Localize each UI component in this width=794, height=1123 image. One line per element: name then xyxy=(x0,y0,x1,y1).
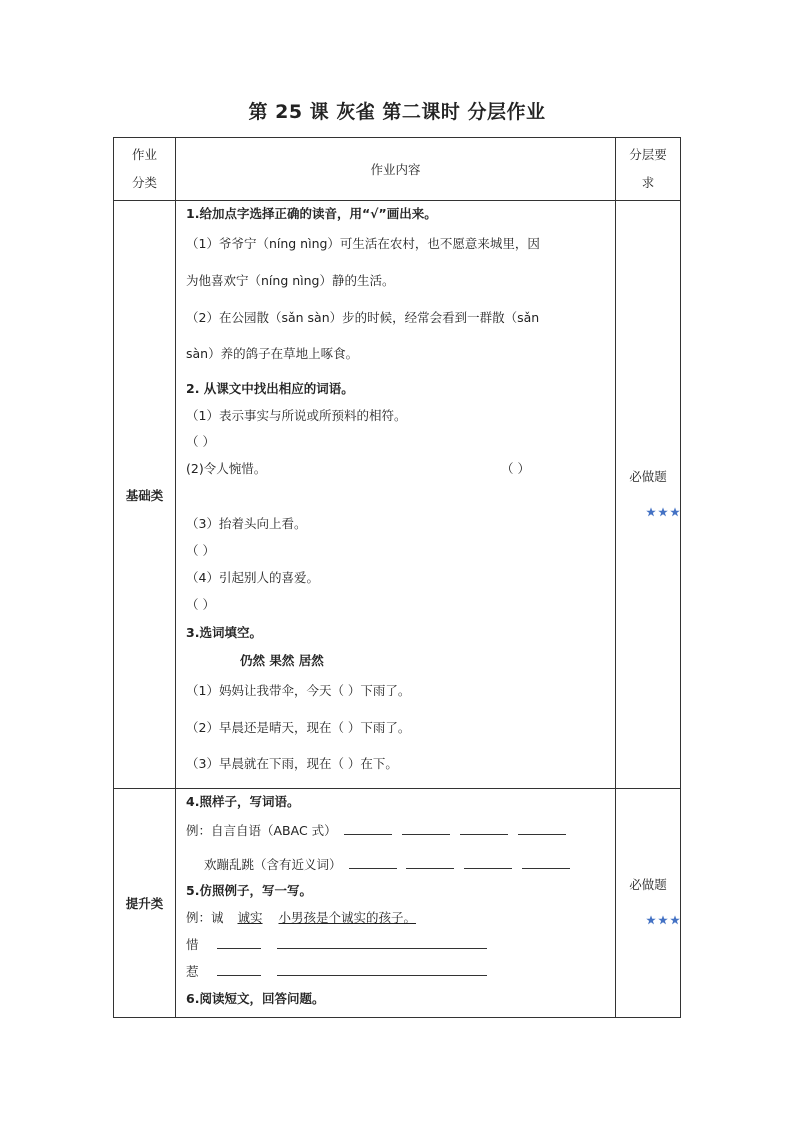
q5-line-1 xyxy=(186,935,490,953)
answer-blank[interactable] xyxy=(217,936,261,949)
answer-blank[interactable] xyxy=(277,963,487,976)
header-category xyxy=(114,138,176,201)
basic-requirement-label: 必做题 xyxy=(629,468,667,484)
star-icon xyxy=(646,909,656,931)
q1-line-4: sàn）养的鸽子在草地上啄食。 xyxy=(186,346,359,361)
q5-example-word: 诚实 xyxy=(237,910,263,925)
q3-line-2: （2）早晨还是晴天，现在（ ）下雨了。 xyxy=(186,720,411,735)
q4-title: 4.照样子，写词语。 xyxy=(186,794,300,809)
q2-answer-4[interactable]: （ ） xyxy=(186,597,215,612)
basic-content xyxy=(176,201,616,789)
q1-line-3: （2）在公园散（sǎn sàn）步的时候，经常会看到一群散（sǎn xyxy=(186,310,540,325)
q1-title: 1.给加点字选择正确的读音，用“√”画出来。 xyxy=(186,206,437,221)
star-icon xyxy=(670,909,680,931)
header-category-line1: 作业 xyxy=(131,147,157,162)
q2-answer-3[interactable]: （ ） xyxy=(186,543,215,558)
star-icon xyxy=(670,501,680,523)
answer-blank[interactable] xyxy=(277,936,487,949)
q2-title: 2. 从课文中找出相应的词语。 xyxy=(186,381,354,396)
answer-blank[interactable] xyxy=(464,856,512,869)
page-title: 第 25 课 灰雀 第二课时 分层作业 xyxy=(248,101,546,123)
answer-blank[interactable] xyxy=(522,856,570,869)
q2-answer-2[interactable]: （ ） xyxy=(501,461,530,476)
q5-example-sentence: 小男孩是个诚实的孩子。 xyxy=(278,910,417,925)
answer-blank[interactable] xyxy=(349,856,397,869)
basic-row xyxy=(114,201,681,789)
q2-answer-1[interactable]: （ ） xyxy=(186,434,215,449)
q2-line-2: (2)令人惋惜。 xyxy=(186,461,267,476)
advanced-star-rating xyxy=(616,909,680,931)
q4-line-1 xyxy=(186,821,569,839)
header-requirement-line1: 分层要 xyxy=(629,147,667,162)
star-icon xyxy=(646,501,656,523)
header-content: 作业内容 xyxy=(176,138,616,201)
answer-blank[interactable] xyxy=(344,822,392,835)
answer-blank[interactable] xyxy=(406,856,454,869)
q3-title: 3.选词填空。 xyxy=(186,625,262,640)
q2-line-1: （1）表示事实与所说或所预料的相符。 xyxy=(186,408,407,423)
q2-line-4: （4）引起别人的喜爱。 xyxy=(186,570,319,585)
q5-title: 5.仿照例子，写一写。 xyxy=(186,883,312,898)
advanced-requirement-label: 必做题 xyxy=(629,877,667,892)
answer-blank[interactable] xyxy=(518,822,566,835)
homework-table xyxy=(113,137,681,1018)
answer-blank[interactable] xyxy=(460,822,508,835)
header-requirement xyxy=(616,138,681,201)
header-category-line2: 分类 xyxy=(131,175,157,190)
table-header-row xyxy=(114,138,681,201)
answer-blank[interactable] xyxy=(217,963,261,976)
advanced-requirement xyxy=(616,789,681,1018)
q3-line-1: （1）妈妈让我带伞，今天（ ）下雨了。 xyxy=(186,683,411,698)
basic-category: 基础类 xyxy=(114,201,176,789)
star-icon xyxy=(658,501,668,523)
q4-example-label: 例：自言自语（ABAC 式） xyxy=(186,823,337,838)
advanced-category: 提升类 xyxy=(114,789,176,1018)
advanced-content xyxy=(176,789,616,1018)
q5-example-char: 例：诚 xyxy=(186,910,224,925)
q5-line-2 xyxy=(186,962,490,980)
q2-line-3: （3）抬着头向上看。 xyxy=(186,516,307,531)
q5-char-2: 惹 xyxy=(186,964,199,979)
q6-title: 6.阅读短文，回答问题。 xyxy=(186,991,325,1006)
basic-star-rating xyxy=(616,501,680,523)
star-icon xyxy=(658,909,668,931)
q3-word-options: 仍然 果然 居然 xyxy=(240,653,324,668)
advanced-row xyxy=(114,789,681,1018)
q1-line-2: 为他喜欢宁（níng nìng）静的生活。 xyxy=(186,273,395,288)
q4-line-2 xyxy=(204,855,573,873)
answer-blank[interactable] xyxy=(402,822,450,835)
header-requirement-line2: 求 xyxy=(641,175,655,190)
basic-requirement xyxy=(616,201,681,789)
q1-line-1: （1）爷爷宁（níng nìng）可生活在农村，也不愿意来城里，因 xyxy=(186,236,540,251)
q3-line-3: （3）早晨就在下雨，现在（ ）在下。 xyxy=(186,756,398,771)
q5-example xyxy=(186,908,416,926)
q5-char-1: 惜 xyxy=(186,937,199,952)
q4-prompt-label: 欢蹦乱跳（含有近义词） xyxy=(204,857,342,872)
